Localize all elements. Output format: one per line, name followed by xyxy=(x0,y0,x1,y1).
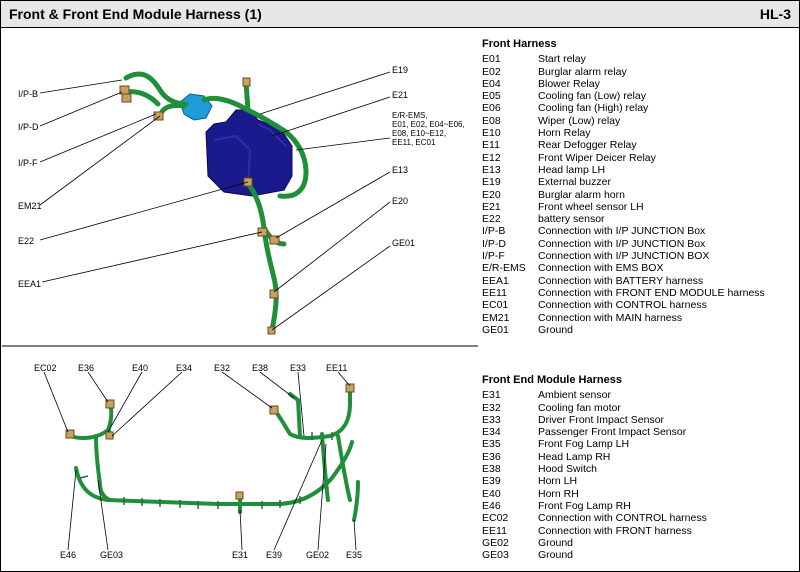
label-ipb: I/P-B xyxy=(18,89,39,99)
legend-row xyxy=(482,475,707,487)
legend-description: Head Lamp RH xyxy=(538,450,611,463)
connector-ipb xyxy=(120,86,129,94)
legend-code: E22 xyxy=(482,213,501,226)
label-er-ems-4: EE11, EC01 xyxy=(392,138,436,147)
legend-code: E11 xyxy=(482,139,500,152)
legend-code: E12 xyxy=(482,151,501,164)
legend-code: E39 xyxy=(482,475,501,488)
legend-description: Connection with FRONT harness xyxy=(538,524,692,537)
label-e38: E38 xyxy=(252,363,269,373)
legend-description: Burglar alarm relay xyxy=(538,65,627,78)
legend-row xyxy=(482,500,707,512)
legend-description: Passenger Front Impact Sensor xyxy=(538,426,687,439)
legend-description: Driver Front Impact Sensor xyxy=(538,413,665,426)
legend-row xyxy=(482,287,765,299)
connector-ec02 xyxy=(66,430,74,438)
label-e35: E35 xyxy=(346,550,363,560)
legend-code: E10 xyxy=(482,127,501,140)
legend-description: Start relay xyxy=(538,53,586,66)
legend-code: E01 xyxy=(482,53,501,66)
legend-row xyxy=(482,115,765,127)
legend-description: Wiper (Low) relay xyxy=(538,114,621,127)
legend-code: E35 xyxy=(482,438,501,451)
legend-description: Connection with I/P JUNCTION Box xyxy=(538,225,706,238)
legend-description: Cooling fan motor xyxy=(538,401,621,414)
legend-row xyxy=(482,402,707,414)
legend-code: E04 xyxy=(482,77,501,90)
legend-description: Front wheel sensor LH xyxy=(538,200,644,213)
legend-code: E40 xyxy=(482,487,501,500)
legend-row xyxy=(482,90,765,102)
page-header xyxy=(1,1,799,28)
legend-description: Horn Relay xyxy=(538,127,591,140)
connector-ipd xyxy=(122,94,131,102)
legend-row xyxy=(482,238,765,250)
label-e40: E40 xyxy=(132,363,149,373)
label-e13: E13 xyxy=(392,165,409,175)
legend-row xyxy=(482,312,765,324)
legend-description: Horn LH xyxy=(538,475,578,488)
legend-code: EC01 xyxy=(482,299,509,312)
legend-row xyxy=(482,127,765,139)
legend-code: E46 xyxy=(482,499,501,512)
front-harness-title: Front Harness xyxy=(482,38,557,50)
legend-row xyxy=(482,164,765,176)
label-ec02: EC02 xyxy=(34,363,57,373)
label-ipd: I/P-D xyxy=(18,122,39,132)
legend-description: Connection with CONTROL harness xyxy=(538,299,707,312)
legend-code: E08 xyxy=(482,114,501,127)
legend-row xyxy=(482,488,707,500)
label-ge01: GE01 xyxy=(392,238,416,248)
connector-ge01 xyxy=(268,327,275,334)
label-ee11: EE11 xyxy=(326,363,348,373)
legend-code: E13 xyxy=(482,163,501,176)
legend-row xyxy=(482,139,765,151)
legend-code: E21 xyxy=(482,200,501,213)
legend-row xyxy=(482,102,765,114)
legend-code: E02 xyxy=(482,65,501,78)
legend-code: E33 xyxy=(482,413,501,426)
legend-code: E38 xyxy=(482,463,501,476)
legend-row xyxy=(482,324,765,336)
legend-row xyxy=(482,426,707,438)
legend-description: Ground xyxy=(538,536,574,549)
legend-code: I/P-D xyxy=(482,237,506,250)
harness-diagram xyxy=(0,28,480,572)
connector-e31 xyxy=(236,492,243,499)
label-ge03: GE03 xyxy=(100,550,124,560)
legend-code: E/R-EMS xyxy=(482,262,526,275)
legend-description: Front Wiper Deicer Relay xyxy=(538,151,656,164)
legend-code: GE01 xyxy=(482,323,509,336)
legend-row xyxy=(482,189,765,201)
front-harness-wires xyxy=(126,74,306,330)
label-e33: E33 xyxy=(290,363,307,373)
label-e31: E31 xyxy=(232,550,249,560)
legend-description: Ambient sensor xyxy=(538,389,611,402)
legend-row xyxy=(482,299,765,311)
legend-row xyxy=(482,537,707,549)
legend-row xyxy=(482,389,707,401)
legend-description: External buzzer xyxy=(538,176,611,189)
connector-e19 xyxy=(243,78,250,86)
connector-e22 xyxy=(258,228,267,236)
fem-harness-legend xyxy=(482,374,707,561)
front-harness-leaders xyxy=(40,72,390,330)
legend-row xyxy=(482,201,765,213)
fem-harness-clips xyxy=(80,432,332,509)
page-number: HL-3 xyxy=(759,6,791,22)
label-e32: E32 xyxy=(214,363,231,373)
label-e22: E22 xyxy=(18,236,35,246)
legend-description: battery sensor xyxy=(538,213,605,226)
label-e21: E21 xyxy=(392,90,409,100)
fem-harness-leaders xyxy=(44,372,356,550)
legend-code: GE02 xyxy=(482,536,509,549)
legend-code: E36 xyxy=(482,450,501,463)
legend-row xyxy=(482,262,765,274)
legend-code: I/P-F xyxy=(482,250,505,263)
front-harness-drawing xyxy=(18,65,465,334)
legend-row xyxy=(482,549,707,561)
legend-row xyxy=(482,78,765,90)
legend-code: E34 xyxy=(482,426,501,439)
legend-code: E06 xyxy=(482,102,501,115)
legend-code: EE11 xyxy=(482,524,507,537)
fem-harness-connectors xyxy=(66,384,354,499)
page-title: Front & Front End Module Harness (1) xyxy=(9,6,262,22)
front-harness-list xyxy=(482,53,765,336)
legend-description: Cooling fan (High) relay xyxy=(538,102,649,115)
legend-row xyxy=(482,176,765,188)
label-e34: E34 xyxy=(176,363,193,373)
legend-code: EE11 xyxy=(482,286,507,299)
label-e46: E46 xyxy=(60,550,77,560)
legend-description: Rear Defogger Relay xyxy=(538,139,637,152)
connector-e20 xyxy=(270,290,278,298)
legend-description: Connection with I/P JUNCTION Box xyxy=(538,237,706,250)
label-er-ems-3: E08, E10~E12, xyxy=(392,129,447,138)
legend-description: Horn RH xyxy=(538,487,579,500)
legend-description: Front Fog Lamp LH xyxy=(538,438,630,451)
label-ge02: GE02 xyxy=(306,550,330,560)
legend-code: EM21 xyxy=(482,311,510,324)
legend-code: E32 xyxy=(482,401,501,414)
label-eea1: EEA1 xyxy=(18,279,42,289)
legend-description: Burglar alarm horn xyxy=(538,188,625,201)
front-harness-legend xyxy=(482,38,765,336)
label-e39: E39 xyxy=(266,550,283,560)
label-er-ems-2: E01, E02, E04~E06, xyxy=(392,120,465,129)
label-e20: E20 xyxy=(392,196,409,206)
fem-harness-title: Front End Module Harness xyxy=(482,374,622,386)
legend-code: E20 xyxy=(482,188,501,201)
legend-row xyxy=(482,275,765,287)
legend-code: I/P-B xyxy=(482,225,506,238)
legend-row xyxy=(482,213,765,225)
legend-row xyxy=(482,414,707,426)
label-em21: EM21 xyxy=(18,201,42,211)
legend-description: Connection with CONTROL harness xyxy=(538,512,707,525)
legend-row xyxy=(482,66,765,78)
legend-row xyxy=(482,512,707,524)
legend-description: Hood Switch xyxy=(538,463,597,476)
legend-description: Head lamp LH xyxy=(538,163,606,176)
legend-code: E05 xyxy=(482,90,501,103)
legend-row xyxy=(482,53,765,65)
label-ipf: I/P-F xyxy=(18,158,38,168)
legend-description: Ground xyxy=(538,323,574,336)
legend-description: Connection with BATTERY harness xyxy=(538,274,704,287)
connector-e40 xyxy=(106,432,113,439)
legend-row xyxy=(482,451,707,463)
legend-description: Blower Relay xyxy=(538,77,600,90)
legend-row xyxy=(482,438,707,450)
legend-row xyxy=(482,463,707,475)
legend-description: Connection with MAIN harness xyxy=(538,311,683,324)
legend-row xyxy=(482,250,765,262)
connector-ipf xyxy=(154,112,163,120)
legend-code: GE03 xyxy=(482,549,509,562)
legend-code: E19 xyxy=(482,176,501,189)
label-e19: E19 xyxy=(392,65,409,75)
connector-ee11 xyxy=(346,384,354,392)
legend-code: EC02 xyxy=(482,512,509,525)
legend-description: Cooling fan (Low) relay xyxy=(538,90,646,103)
legend-row xyxy=(482,152,765,164)
label-e36: E36 xyxy=(78,363,95,373)
label-er-ems-1: E/R-EMS, xyxy=(392,111,428,120)
legend-description: Connection with I/P JUNCTION BOX xyxy=(538,250,710,263)
legend-row xyxy=(482,525,707,537)
fem-harness-list xyxy=(482,389,707,561)
legend-description: Ground xyxy=(538,549,574,562)
front-end-module-harness-drawing xyxy=(34,363,362,560)
legend-code: E31 xyxy=(482,389,501,402)
legend-code: EEA1 xyxy=(482,274,509,287)
legend-description: Front Fog Lamp RH xyxy=(538,499,631,512)
legend-description: Connection with FRONT END MODULE harness xyxy=(538,286,765,299)
legend-row xyxy=(482,225,765,237)
legend-description: Connection with EMS BOX xyxy=(538,262,664,275)
